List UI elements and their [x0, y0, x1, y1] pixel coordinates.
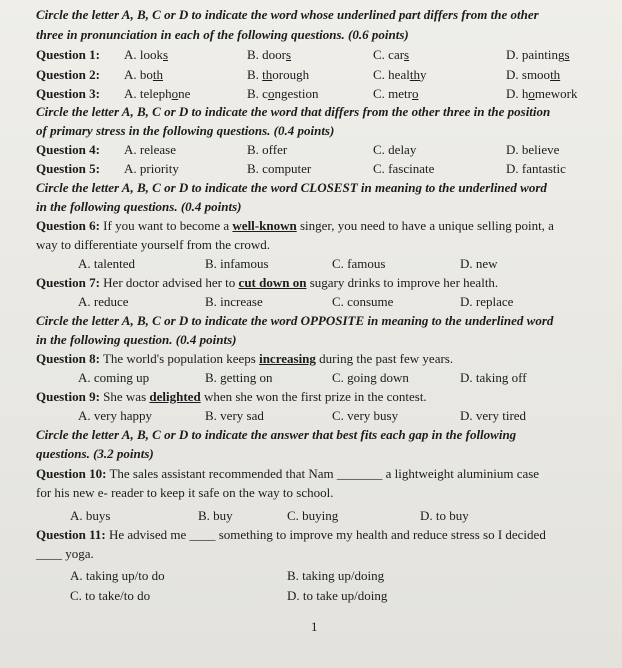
section5-instruction-line1: Circle the letter A, B, C or D to indicate the answer that best fits each gap in the following	[36, 427, 517, 442]
option-a: A. reduce	[78, 294, 129, 309]
option-a: A. buys	[70, 508, 111, 523]
option-b: B. very sad	[205, 408, 264, 423]
option-d: D. replace	[460, 294, 514, 309]
question-label: Question 5:	[36, 161, 100, 176]
option-c: C. to take/to do	[70, 588, 151, 603]
question-label: Question 1:	[36, 47, 100, 62]
option-c: C. very busy	[332, 408, 399, 423]
option-a: A. telephone	[124, 86, 191, 101]
option-b: B. congestion	[247, 86, 319, 101]
section2-instruction-line1: Circle the letter A, B, C or D to indicate the word that differs from the other three in the position	[36, 104, 551, 119]
option-d: D. to buy	[420, 508, 469, 523]
option-d: D. paintings	[506, 47, 570, 62]
option-d: D. very tired	[460, 408, 527, 423]
option-a: A. taking up/to do	[70, 568, 165, 583]
option-b: B. increase	[205, 294, 263, 309]
option-a: A. priority	[124, 161, 179, 176]
option-c: C. famous	[332, 256, 386, 271]
option-d: D. to take up/doing	[287, 588, 388, 603]
question-6-stem-line2: way to differentiate yourself from the crowd.	[36, 237, 271, 252]
question-8-stem: Question 8: The world's population keeps increasing during the past few years.	[36, 351, 454, 366]
option-b: B. computer	[247, 161, 312, 176]
question-10-stem: Question 10: The sales assistant recommended that Nam _______ a lightweight aluminium case	[36, 466, 540, 481]
option-b: B. thorough	[247, 67, 310, 82]
option-c: C. delay	[373, 142, 417, 157]
option-b: B. taking up/doing	[287, 568, 385, 583]
option-d: D. taking off	[460, 370, 527, 385]
section1-instruction-line1: Circle the letter A, B, C or D to indicate the word whose underlined part differs from the other	[36, 7, 539, 22]
question-6-stem: Question 6: If you want to become a well-known singer, you need to have a unique selling point, a	[36, 218, 554, 233]
option-b: B. buy	[198, 508, 233, 523]
section3-instruction-line2: in the following questions. (0.4 points)	[36, 199, 242, 214]
option-b: B. offer	[247, 142, 288, 157]
section4-instruction-line1: Circle the letter A, B, C or D to indicate the word OPPOSITE in meaning to the underlined word	[36, 313, 554, 328]
option-d: D. new	[460, 256, 498, 271]
option-a: A. talented	[78, 256, 136, 271]
question-7-stem: Question 7: Her doctor advised her to cut down on sugary drinks to improve her health.	[36, 275, 499, 290]
section5-instruction-line2: questions. (3.2 points)	[36, 446, 154, 461]
question-10-stem-line2: for his new e- reader to keep it safe on the way to school.	[36, 485, 334, 500]
option-a: A. release	[124, 142, 176, 157]
section4-instruction-line2: in the following question. (0.4 points)	[36, 332, 237, 347]
option-a: A. coming up	[78, 370, 150, 385]
option-c: C. fascinate	[373, 161, 435, 176]
option-c: C. healthy	[373, 67, 427, 82]
section3-instruction-line1: Circle the letter A, B, C or D to indicate the word CLOSEST in meaning to the underlined word	[36, 180, 547, 195]
option-d: D. homework	[506, 86, 578, 101]
section1-instruction-line2: three in pronunciation in each of the following questions. (0.6 points)	[36, 27, 409, 42]
option-c: C. cars	[373, 47, 410, 62]
option-a: A. both	[124, 67, 164, 82]
option-a: A. looks	[124, 47, 169, 62]
question-11-stem-line2: ____ yoga.	[36, 546, 94, 561]
option-c: C. buying	[287, 508, 339, 523]
question-label: Question 2:	[36, 67, 100, 82]
option-b: B. getting on	[205, 370, 273, 385]
option-c: C. metro	[373, 86, 419, 101]
option-d: D. believe	[506, 142, 560, 157]
option-d: D. fantastic	[506, 161, 566, 176]
option-b: B. doors	[247, 47, 292, 62]
option-b: B. infamous	[205, 256, 269, 271]
page-number: 1	[311, 619, 318, 634]
section2-instruction-line2: of primary stress in the following questions. (0.4 points)	[36, 123, 335, 138]
option-a: A. very happy	[78, 408, 153, 423]
option-d: D. smooth	[506, 67, 561, 82]
question-label: Question 4:	[36, 142, 100, 157]
option-c: C. going down	[332, 370, 409, 385]
option-c: C. consume	[332, 294, 394, 309]
question-label: Question 3:	[36, 86, 100, 101]
question-11-stem: Question 11: He advised me ____ something to improve my health and reduce stress so I decided	[36, 527, 546, 542]
question-9-stem: Question 9: She was delighted when she won the first prize in the contest.	[36, 389, 427, 404]
